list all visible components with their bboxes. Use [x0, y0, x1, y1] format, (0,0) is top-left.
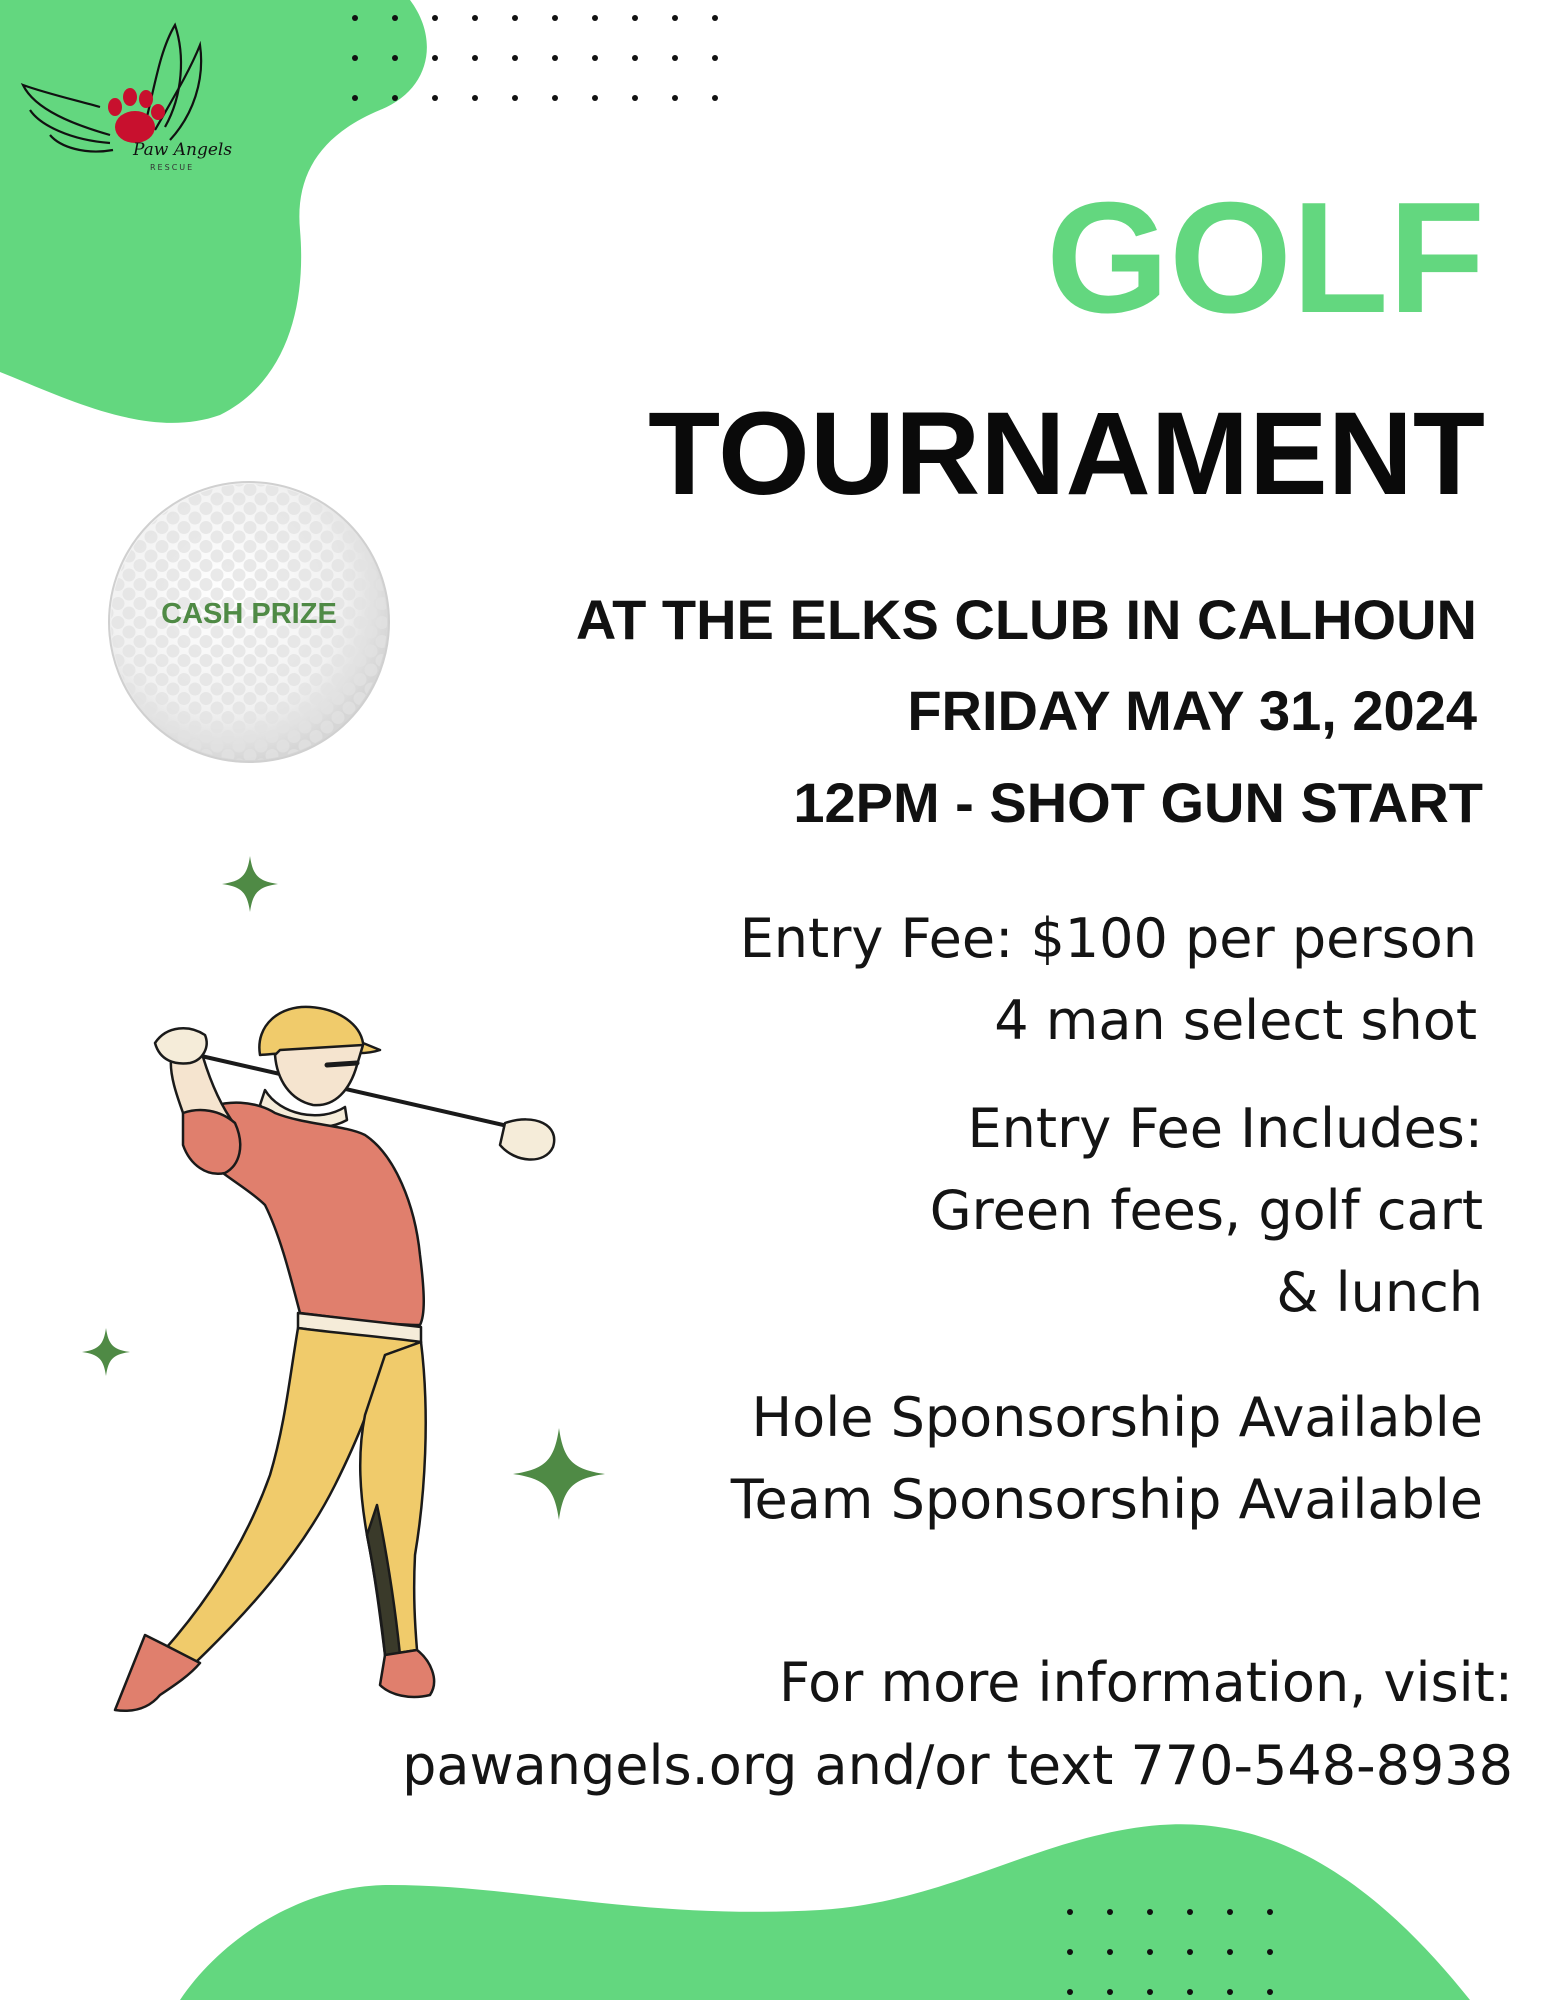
cash-prize-golf-ball — [107, 480, 391, 764]
entry-includes-line2: & lunch — [1276, 1261, 1483, 1324]
dot-grid-bottom — [1060, 1900, 1280, 2000]
dot-grid-top — [345, 8, 735, 108]
entry-includes-line1: Green fees, golf cart — [929, 1179, 1483, 1242]
hole-sponsorship: Hole Sponsorship Available — [751, 1386, 1483, 1449]
contact-line-2[interactable]: pawangels.org and/or text 770-548-8938 — [402, 1734, 1513, 1797]
bottom-green-blob — [0, 1790, 1545, 2000]
heading-golf: GOLF — [1046, 170, 1485, 346]
paw-angels-logo[interactable] — [15, 15, 245, 185]
entry-format: 4 man select shot — [994, 989, 1477, 1052]
sparkle-star-icon — [222, 856, 278, 912]
logo-subtitle-text: RESCUE — [150, 163, 195, 172]
logo-brand-text: Paw Angels — [133, 140, 233, 160]
team-sponsorship: Team Sponsorship Available — [730, 1468, 1483, 1531]
event-venue: AT THE ELKS CLUB IN CALHOUN — [575, 588, 1477, 651]
contact-line-1: For more information, visit: — [778, 1651, 1513, 1714]
cash-prize-label: CASH PRIZE — [161, 598, 337, 630]
event-time: 12PM - SHOT GUN START — [793, 771, 1483, 834]
event-date: FRIDAY MAY 31, 2024 — [907, 679, 1477, 742]
heading-tournament: TOURNAMENT — [648, 388, 1485, 520]
entry-fee: Entry Fee: $100 per person — [739, 907, 1477, 970]
golfer-illustration — [95, 995, 565, 1715]
entry-includes-heading: Entry Fee Includes: — [967, 1097, 1483, 1160]
